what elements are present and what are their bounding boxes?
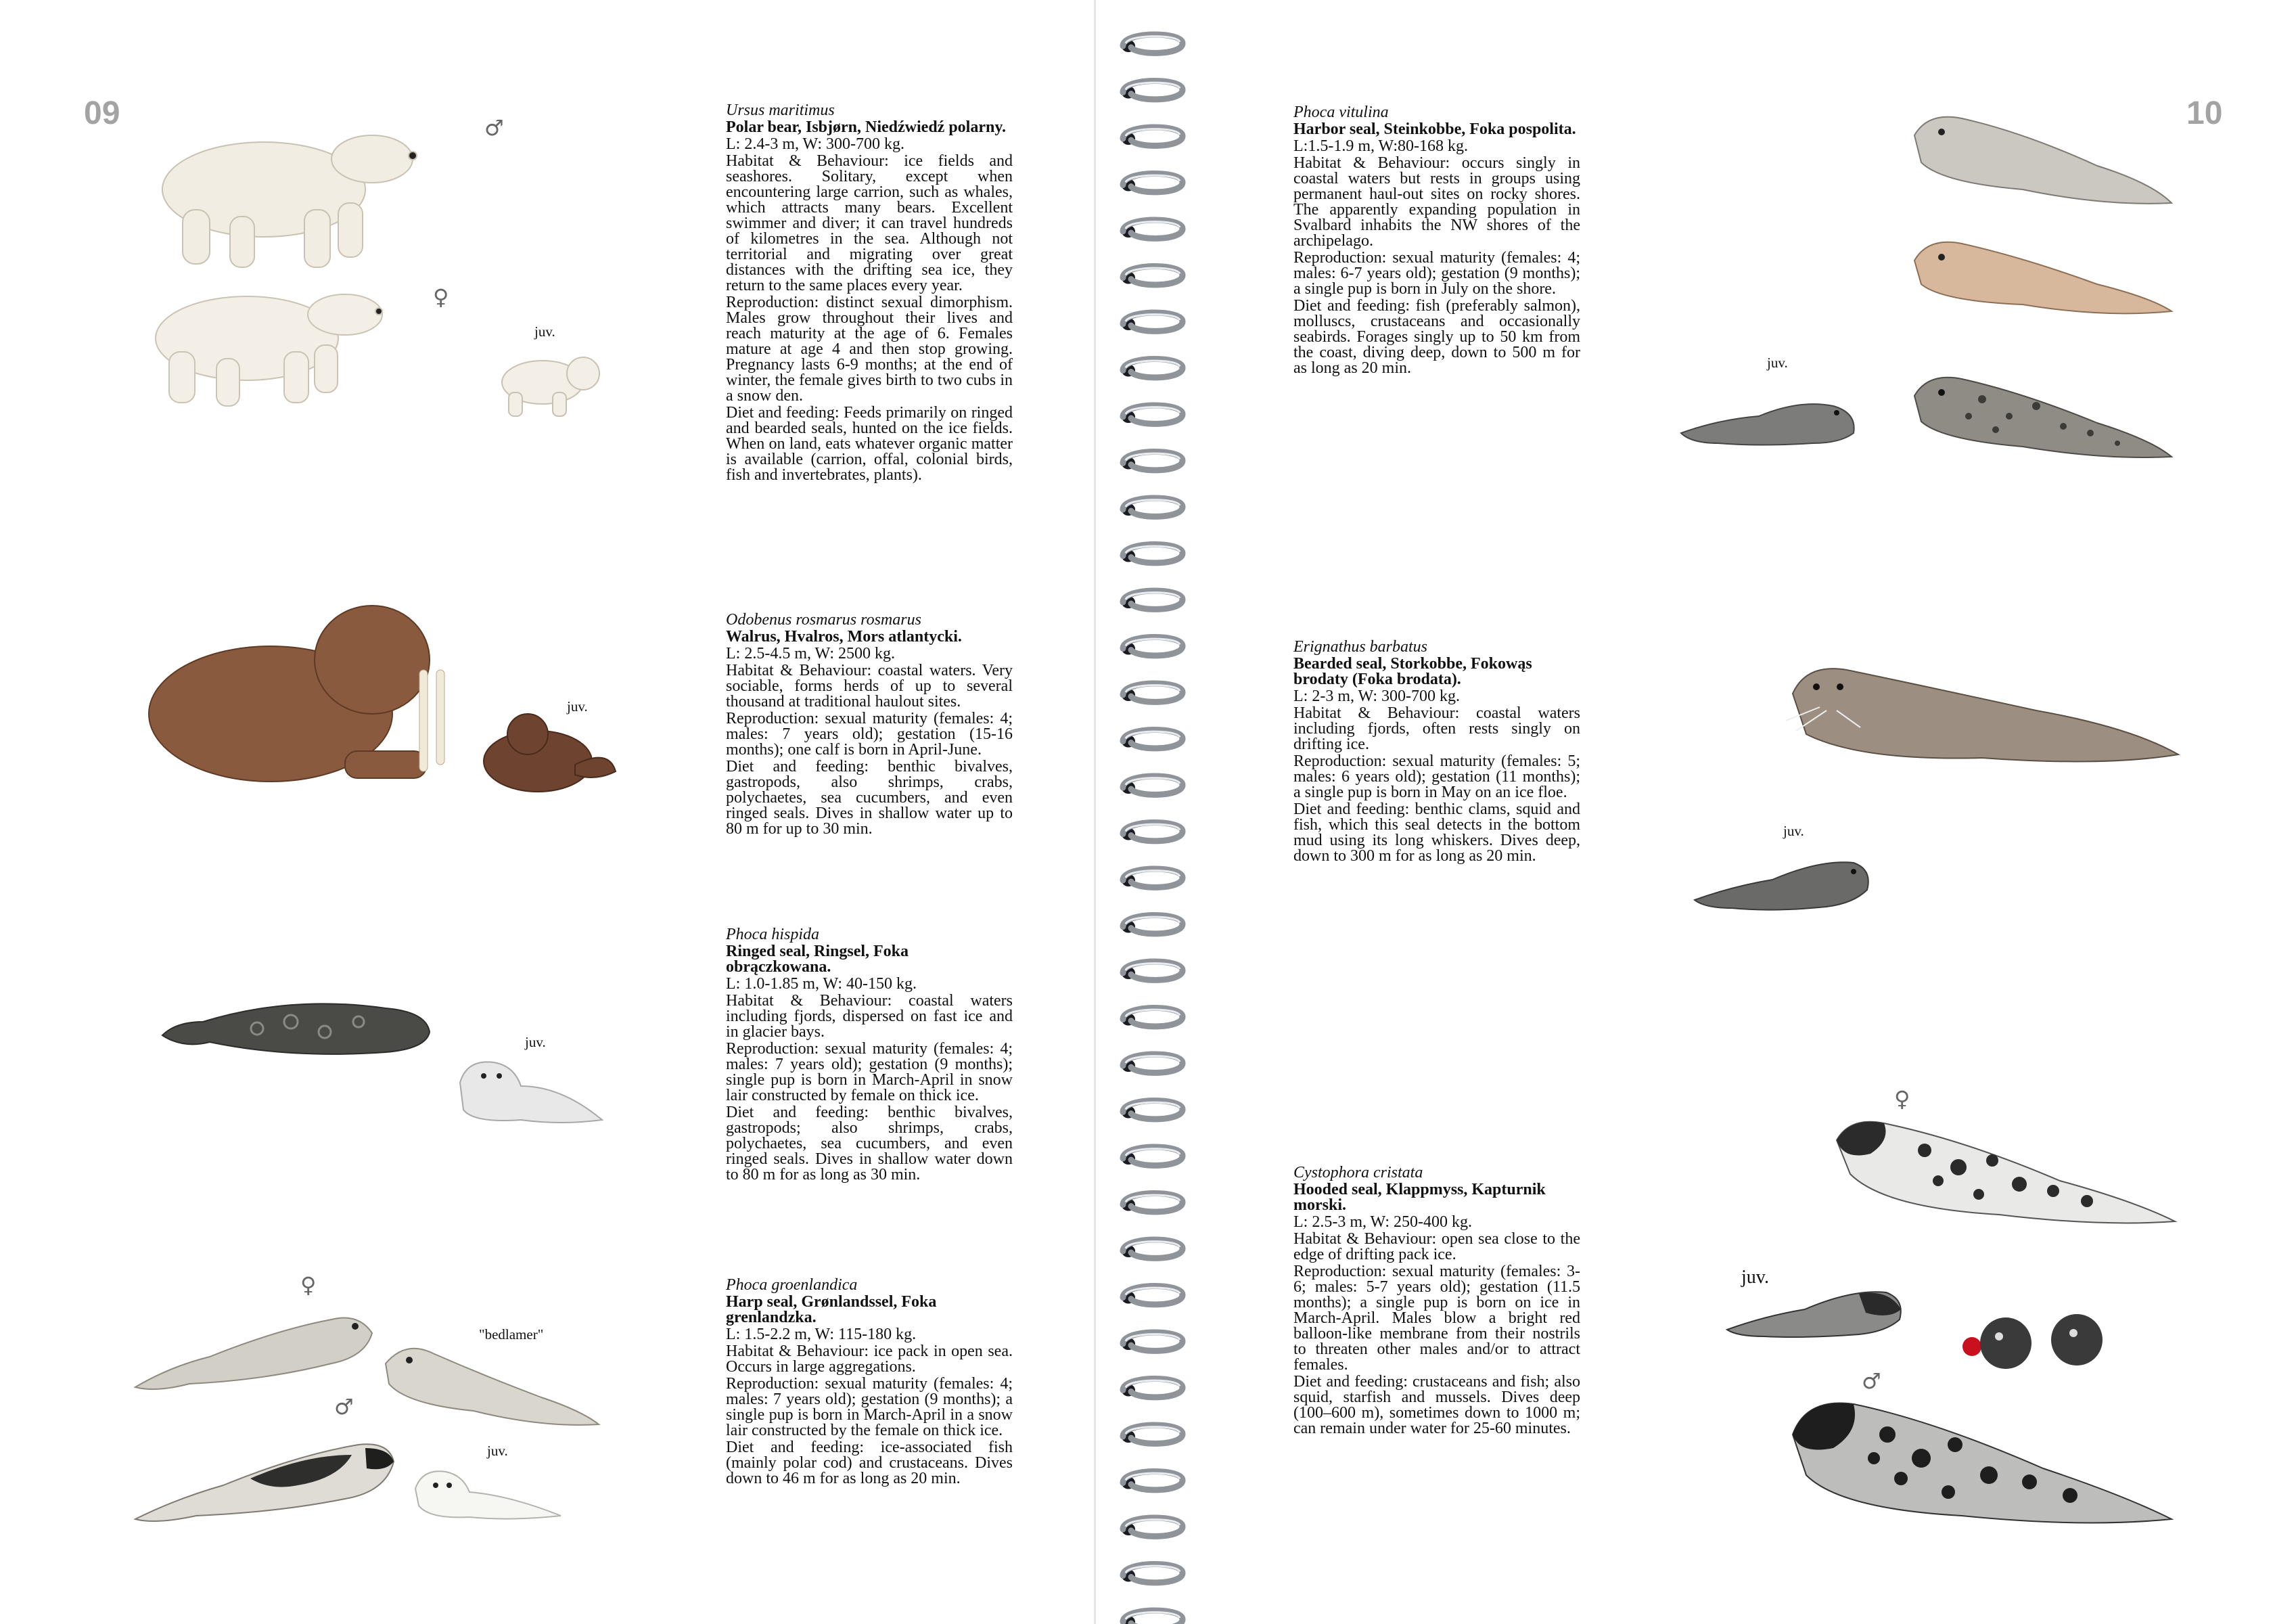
hooded-seal-head-display-illustration: [1958, 1309, 2121, 1377]
spiral-ring: [1122, 1332, 1183, 1351]
spiral-ring: [1122, 405, 1183, 424]
hooded-seal-male-illustration: [1786, 1394, 2178, 1529]
spiral-ring: [1122, 1425, 1183, 1443]
reproduction-text: Reproduction: sexual maturity (females: 5; males: 6 years old); gestation (11 months); a single pup is born in May on an ice floe.: [1293, 752, 1580, 801]
left-page: [0, 0, 1096, 1624]
spiral-ring: [1122, 1100, 1183, 1119]
page-number-left: 09: [84, 95, 120, 131]
entry-polar-bear: [726, 103, 1013, 484]
length-weight: L: 2.5-3 m, W: 250-400 kg.: [1293, 1213, 1472, 1231]
spiral-ring: [1122, 81, 1183, 99]
common-name: Walrus, Hvalros, Mors atlantycki.: [726, 628, 962, 646]
harbor-seal-gray-illustration: [1901, 108, 2178, 210]
entry-bearded-seal: [1293, 639, 1580, 865]
habitat-text: Habitat & Behaviour: coastal waters including fjords, dispersed on fast ice and in glacier bays.: [726, 992, 1013, 1041]
scientific-name: Phoca vitulina: [1293, 104, 1389, 121]
polar-bear-male: [162, 135, 417, 267]
common-name: Hooded seal, Klappmyss, Kapturnik morski.: [1293, 1181, 1546, 1214]
scientific-name: Odobenus rosmarus rosmarus: [726, 611, 921, 629]
ringed-seal-illustration: [156, 974, 440, 1062]
harp-seal-male-illustration: [129, 1418, 399, 1526]
scientific-name: Phoca groenlandica: [726, 1276, 858, 1294]
habitat-text: Habitat & Behaviour: open sea close to the edge of drifting pack ice.: [1293, 1230, 1580, 1263]
spiral-ring: [1122, 313, 1183, 331]
spiral-ring: [1122, 1054, 1183, 1073]
diet-text: Diet and feeding: benthic bivalves, gastropods; also shrimps, crabs, polychaetes, sea cucumbers, and even ringed seals. Dives in shallow water down to 80 m for as long as 30 min.: [726, 1104, 1013, 1183]
spiral-ring: [1122, 359, 1183, 377]
common-name: Ringed seal, Ringsel, Foka obrączkowana.: [726, 943, 909, 976]
entry-ringed-seal: [726, 927, 1013, 1184]
juv-label: juv.: [525, 1034, 546, 1050]
spiral-ring: [1122, 266, 1183, 284]
juv-label: juv.: [534, 323, 555, 340]
diet-text: Diet and feeding: ice-associated fish (mainly polar cod) and crustaceans. Dives down to 46 m for as long as 20 min.: [726, 1439, 1013, 1487]
bearded-seal-pup-illustration: [1691, 846, 1874, 914]
spiral-ring: [1122, 1008, 1183, 1026]
female-symbol-icon: ♀: [433, 284, 449, 310]
harp-seal-pup-illustration: [409, 1462, 564, 1522]
habitat-text: Habitat & Behaviour: occurs singly in coastal waters but rests in groups using permanent haul-out sites on rocky shores. The apparently expanding population in Svalbard inhabits the NW shores of the archipelago.: [1293, 154, 1580, 250]
juv-label: juv.: [487, 1443, 508, 1459]
habitat-text: Habitat & Behaviour: ice fields and seashores. Solitary, except when encountering large carrion, such as whales, which attracts many bears. Excellent swimmer and diver; it can travel hundreds of kilometres in the sea. Although not territorial and migrating over great distances with the drifting sea ice, they return to the same places every year.: [726, 152, 1013, 294]
diet-text: Diet and feeding: benthic clams, squid and fish, which this seal detects in the bottom mud using its long whiskers. Dives deep, down to 300 m for as long as 20 min.: [1293, 800, 1580, 865]
spiral-ring: [1122, 915, 1183, 933]
ringed-seal-pup-illustration: [446, 1045, 609, 1130]
walrus-calf-illustration: [474, 707, 622, 795]
female-symbol-icon: ♀: [1894, 1086, 1910, 1112]
entry-harbor-seal: [1293, 105, 1580, 378]
polar-bear-cub-illustration: [488, 345, 610, 420]
male-symbol-icon: ♂: [334, 1394, 354, 1420]
spiral-ring: [1122, 1564, 1183, 1582]
page-number-right: 10: [2186, 95, 2223, 131]
juv-label: juv.: [1741, 1267, 1769, 1288]
female-symbol-icon: ♀: [300, 1272, 317, 1298]
spiral-ring: [1122, 822, 1183, 840]
red-balloon-membrane: [1962, 1337, 1981, 1356]
scientific-name: Erignathus barbatus: [1293, 638, 1428, 656]
habitat-text: Habitat & Behaviour: coastal waters. Very sociable, forms herds of up to several thousand at traditional haulout sites.: [726, 662, 1013, 710]
spiral-ring: [1122, 1147, 1183, 1165]
reproduction-text: Reproduction: sexual maturity (females: 3-6; males: 5-7 years old); gestation (11.5 months); a single pup is born on ice in March-April. Males blow a bright red balloon-like membrane from their nostrils to threaten other males and/or to attract females.: [1293, 1263, 1580, 1374]
common-name: Harp seal, Grønlandssel, Foka grenlandzka.: [726, 1293, 937, 1326]
spiral-ring: [1122, 127, 1183, 145]
reproduction-text: Reproduction: sexual maturity (females: 4; males: 6-7 years old); gestation (9 months); a single pup is born in July on the shore.: [1293, 249, 1580, 298]
spiral-ring: [1122, 869, 1183, 887]
juv-label: juv.: [1767, 355, 1788, 371]
length-weight: L:1.5-1.9 m, W:80-168 kg.: [1293, 137, 1468, 155]
polar-bear-female: [156, 294, 382, 406]
juv-label: juv.: [1783, 823, 1804, 839]
spiral-ring: [1122, 498, 1183, 516]
common-name: Bearded seal, Storkobbe, Fokowąs brodaty (Foka brodata).: [1293, 655, 1532, 688]
spiral-ring: [1122, 1286, 1183, 1304]
reproduction-text: Reproduction: sexual maturity (females: 4; males: 7 years old); gestation (9 months); a single pup is born in March-April in a snow lair constructed by the female on thick ice.: [726, 1375, 1013, 1439]
spiral-ring: [1122, 1610, 1183, 1624]
length-weight: L: 2.4-3 m, W: 300-700 kg.: [726, 135, 904, 153]
bedlamer-label: "bedlamer": [479, 1326, 544, 1343]
male-symbol-icon: ♂: [484, 115, 504, 141]
spiral-ring: [1122, 683, 1183, 702]
common-name: Polar bear, Isbjørn, Niedźwiedź polarny.: [726, 118, 1007, 136]
spiral-ring: [1122, 637, 1183, 655]
spiral-ring: [1122, 776, 1183, 794]
harbor-seal-spotted-illustration: [1901, 369, 2178, 464]
harp-seal-bedlamer-illustration: [379, 1336, 602, 1431]
juv-label: juv.: [567, 698, 588, 715]
spiral-ring: [1122, 591, 1183, 609]
spiral-ring: [1122, 1471, 1183, 1489]
polar-bear-illustration: [149, 108, 474, 426]
spiral-ring: [1122, 1518, 1183, 1536]
spiral-ring: [1122, 1378, 1183, 1397]
walrus-illustration: [142, 595, 467, 792]
diet-text: Diet and feeding: Feeds primarily on ringed and bearded seals, hunted on the ice fields. When on land, eats whatever organic matter is available (carrion, offal, colonial birds, fish and invertebrates, plants).: [726, 404, 1013, 484]
spiral-ring: [1122, 962, 1183, 980]
length-weight: L: 1.0-1.85 m, W: 40-150 kg.: [726, 975, 917, 993]
harbor-seal-tan-illustration: [1901, 233, 2178, 321]
scientific-name: Cystophora cristata: [1293, 1164, 1423, 1181]
habitat-text: Habitat & Behaviour: ice pack in open sea. Occurs in large aggregations.: [726, 1343, 1013, 1376]
spiral-ring: [1122, 173, 1183, 191]
reproduction-text: Reproduction: distinct sexual dimorphism. Males grow throughout their lives and reach maturity at the age of 6. Females mature at age 4 and then stop growing. Pregnancy lasts 6-9 months; at the end of winter, the female gives birth to two cubs in a snow den.: [726, 294, 1013, 405]
diet-text: Diet and feeding: benthic bivalves, gastropods, also shrimps, crabs, polychaetes, sea cucumbers, and even ringed seals. Dives in shallow water up to 80 m for up to 30 min.: [726, 758, 1013, 838]
bearded-seal-illustration: [1779, 660, 2185, 775]
length-weight: L: 1.5-2.2 m, W: 115-180 kg.: [726, 1326, 917, 1343]
hooded-seal-pup-illustration: [1724, 1272, 1906, 1340]
habitat-text: Habitat & Behaviour: coastal waters including fjords, often rests singly on drifting ice.: [1293, 704, 1580, 753]
spiral-ring: [1122, 1193, 1183, 1211]
hooded-seal-female-illustration: [1830, 1113, 2182, 1228]
scientific-name: Phoca hispida: [726, 926, 819, 943]
right-page: [1204, 0, 2296, 1624]
reproduction-text: Reproduction: sexual maturity (females: 4; males: 7 years old); gestation (15-16 months); one calf is born in April-June.: [726, 710, 1013, 759]
length-weight: L: 2-3 m, W: 300-700 kg.: [1293, 687, 1460, 705]
entry-harp-seal: [726, 1278, 1013, 1488]
reproduction-text: Reproduction: sexual maturity (females: 4; males: 7 years old); gestation (9 months); single pup is born in March-April in snow lair constructed by female on thick ice.: [726, 1040, 1013, 1104]
harbor-seal-pup-illustration: [1678, 386, 1860, 447]
length-weight: L: 2.5-4.5 m, W: 2500 kg.: [726, 645, 895, 662]
spiral-ring: [1122, 544, 1183, 562]
spiral-ring: [1122, 35, 1183, 53]
spiral-ring: [1122, 451, 1183, 470]
spiral-ring: [1122, 729, 1183, 748]
entry-walrus: [726, 612, 1013, 838]
common-name: Harbor seal, Steinkobbe, Foka pospolita.: [1293, 120, 1576, 138]
diet-text: Diet and feeding: fish (preferably salmon), molluscs, crustaceans and occasionally seabirds. Forages singly up to 50 km from the coast, diving deep, down to 500 m for as long as 20 min.: [1293, 297, 1580, 377]
harp-seal-female-illustration: [129, 1292, 379, 1394]
male-symbol-icon: ♂: [1862, 1368, 1881, 1394]
spiral-ring: [1122, 220, 1183, 238]
spiral-ring: [1122, 1240, 1183, 1258]
spiral-binding-icon: [1096, 0, 1204, 1624]
entry-hooded-seal: [1293, 1165, 1580, 1438]
scientific-name: Ursus maritimus: [726, 102, 835, 119]
diet-text: Diet and feeding: crustaceans and fish; also squid, starfish and mussels. Dives deep (100–600 m), sometimes down to 1000 m; can remain under water for 25-60 minutes.: [1293, 1373, 1580, 1437]
